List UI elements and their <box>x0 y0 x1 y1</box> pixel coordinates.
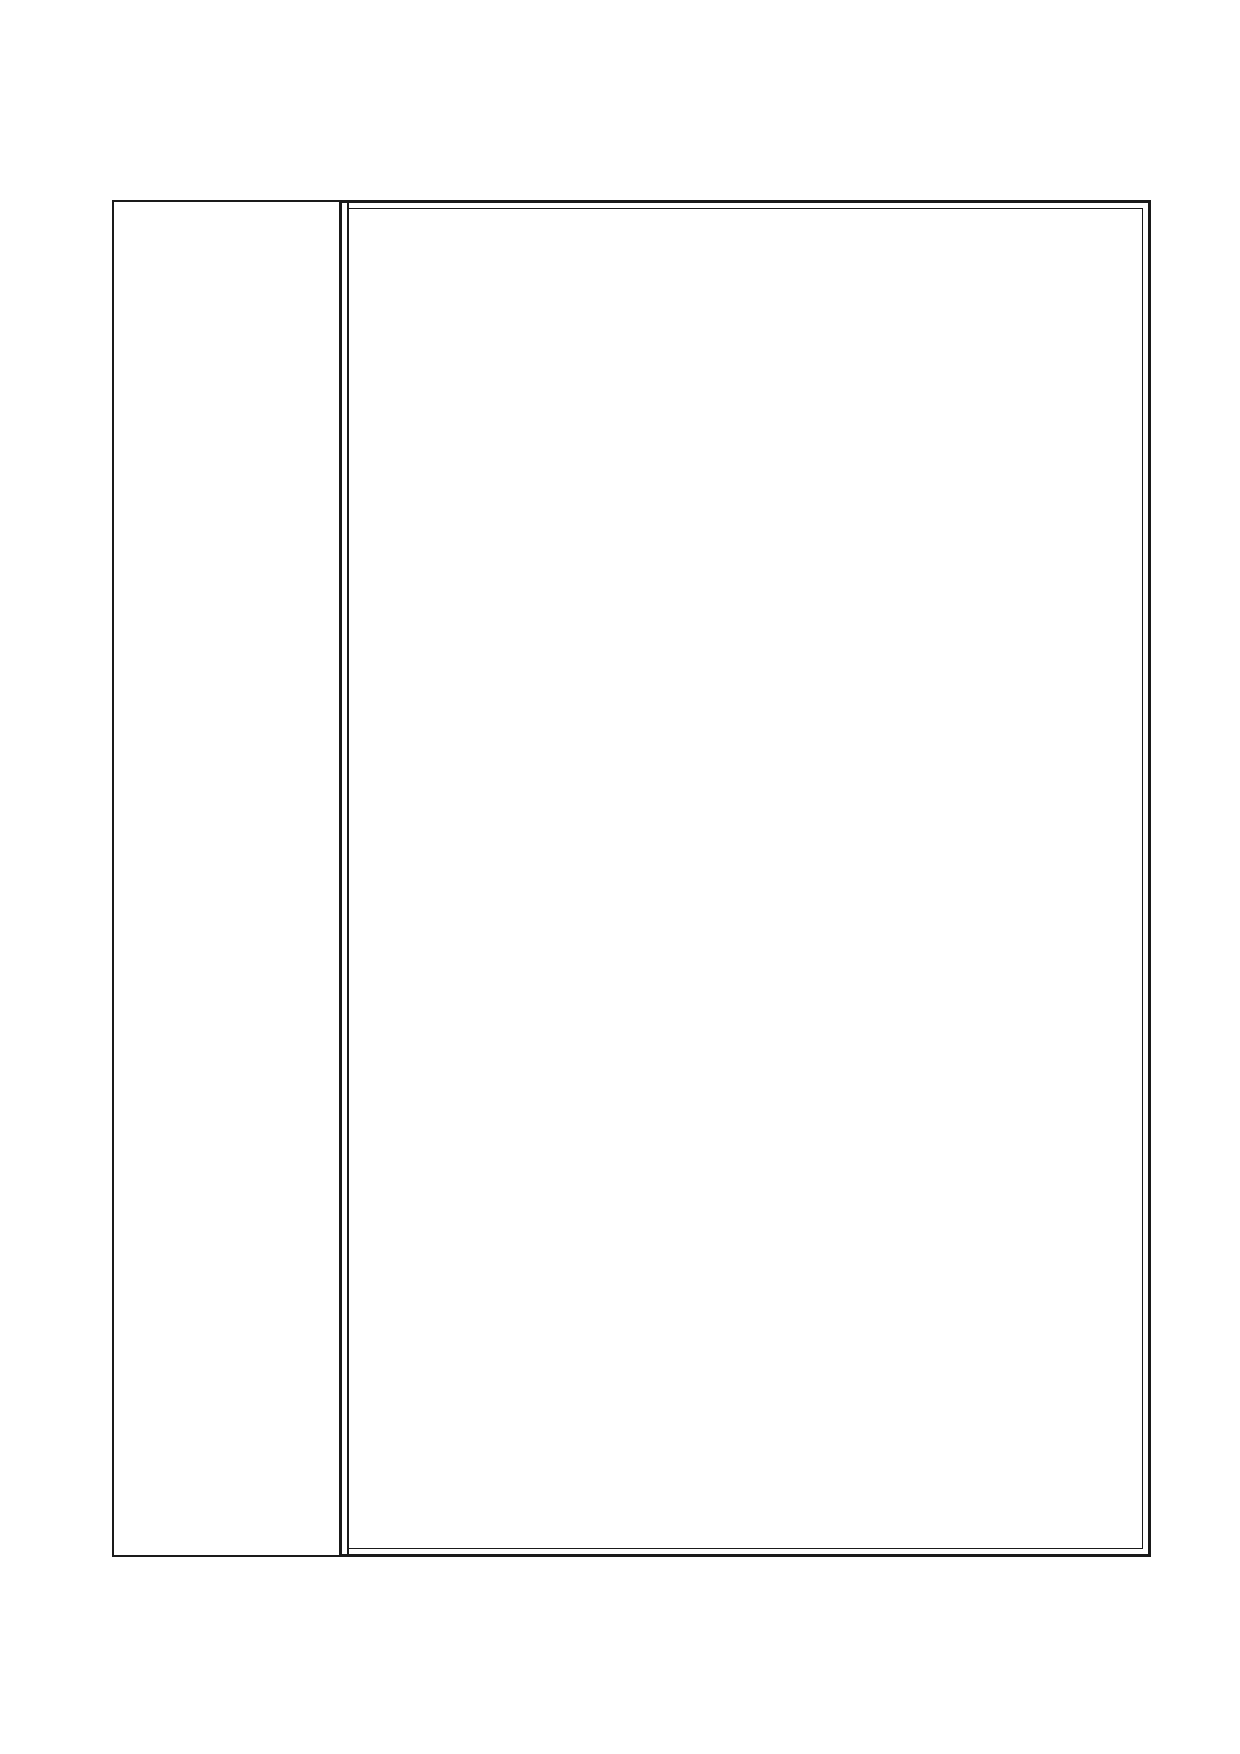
top-margin-note <box>118 134 1144 200</box>
side-margin-gloss <box>120 206 341 1546</box>
main-commentary-text <box>360 216 1130 1541</box>
